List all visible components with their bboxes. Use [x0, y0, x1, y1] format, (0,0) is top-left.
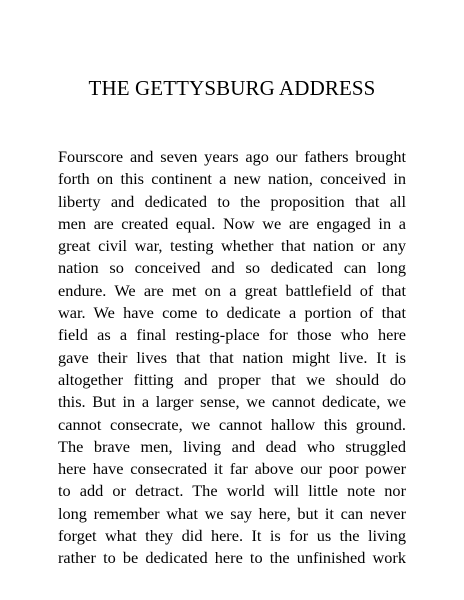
text-line: cannot consecrate, we cannot hallow this ground.: [58, 414, 406, 434]
text-line: this. But in a larger sense, we cannot dedicate, we: [58, 392, 406, 412]
text-line: field as a final resting-place for those who here: [58, 325, 406, 345]
text-line: here have consecrated it far above our poor power: [58, 459, 406, 479]
text-line: gave their lives that that nation might live. It is: [58, 347, 406, 367]
text-line: endure. We are met on a great battlefield of that: [58, 280, 406, 300]
text-line: Fourscore and seven years ago our fathers brought: [58, 147, 406, 166]
text-line: liberty and dedicated to the proposition that all: [58, 191, 406, 211]
document-body: [58, 146, 406, 570]
text-line: altogether fitting and proper that we should do: [58, 369, 406, 389]
text-line: war. We have come to dedicate a portion of that: [58, 303, 406, 323]
text-line: The brave men, living and dead who struggled: [58, 436, 406, 456]
text-line: nation so conceived and so dedicated can long: [58, 258, 406, 278]
text-line: men are created equal. Now we are engaged in a: [58, 213, 406, 233]
text-line: forth on this continent a new nation, conceived in: [58, 169, 406, 189]
text-line: rather to be dedicated here to the unfinished work: [58, 548, 406, 568]
text-line: great civil war, testing whether that nation or any: [58, 236, 406, 256]
text-line: to add or detract. The world will little note nor: [58, 481, 406, 501]
text-line: long remember what we say here, but it can never: [58, 503, 406, 523]
text-line: forget what they did here. It is for us the living: [58, 526, 406, 546]
document-title: THE GETTYSBURG ADDRESS: [88, 76, 376, 100]
